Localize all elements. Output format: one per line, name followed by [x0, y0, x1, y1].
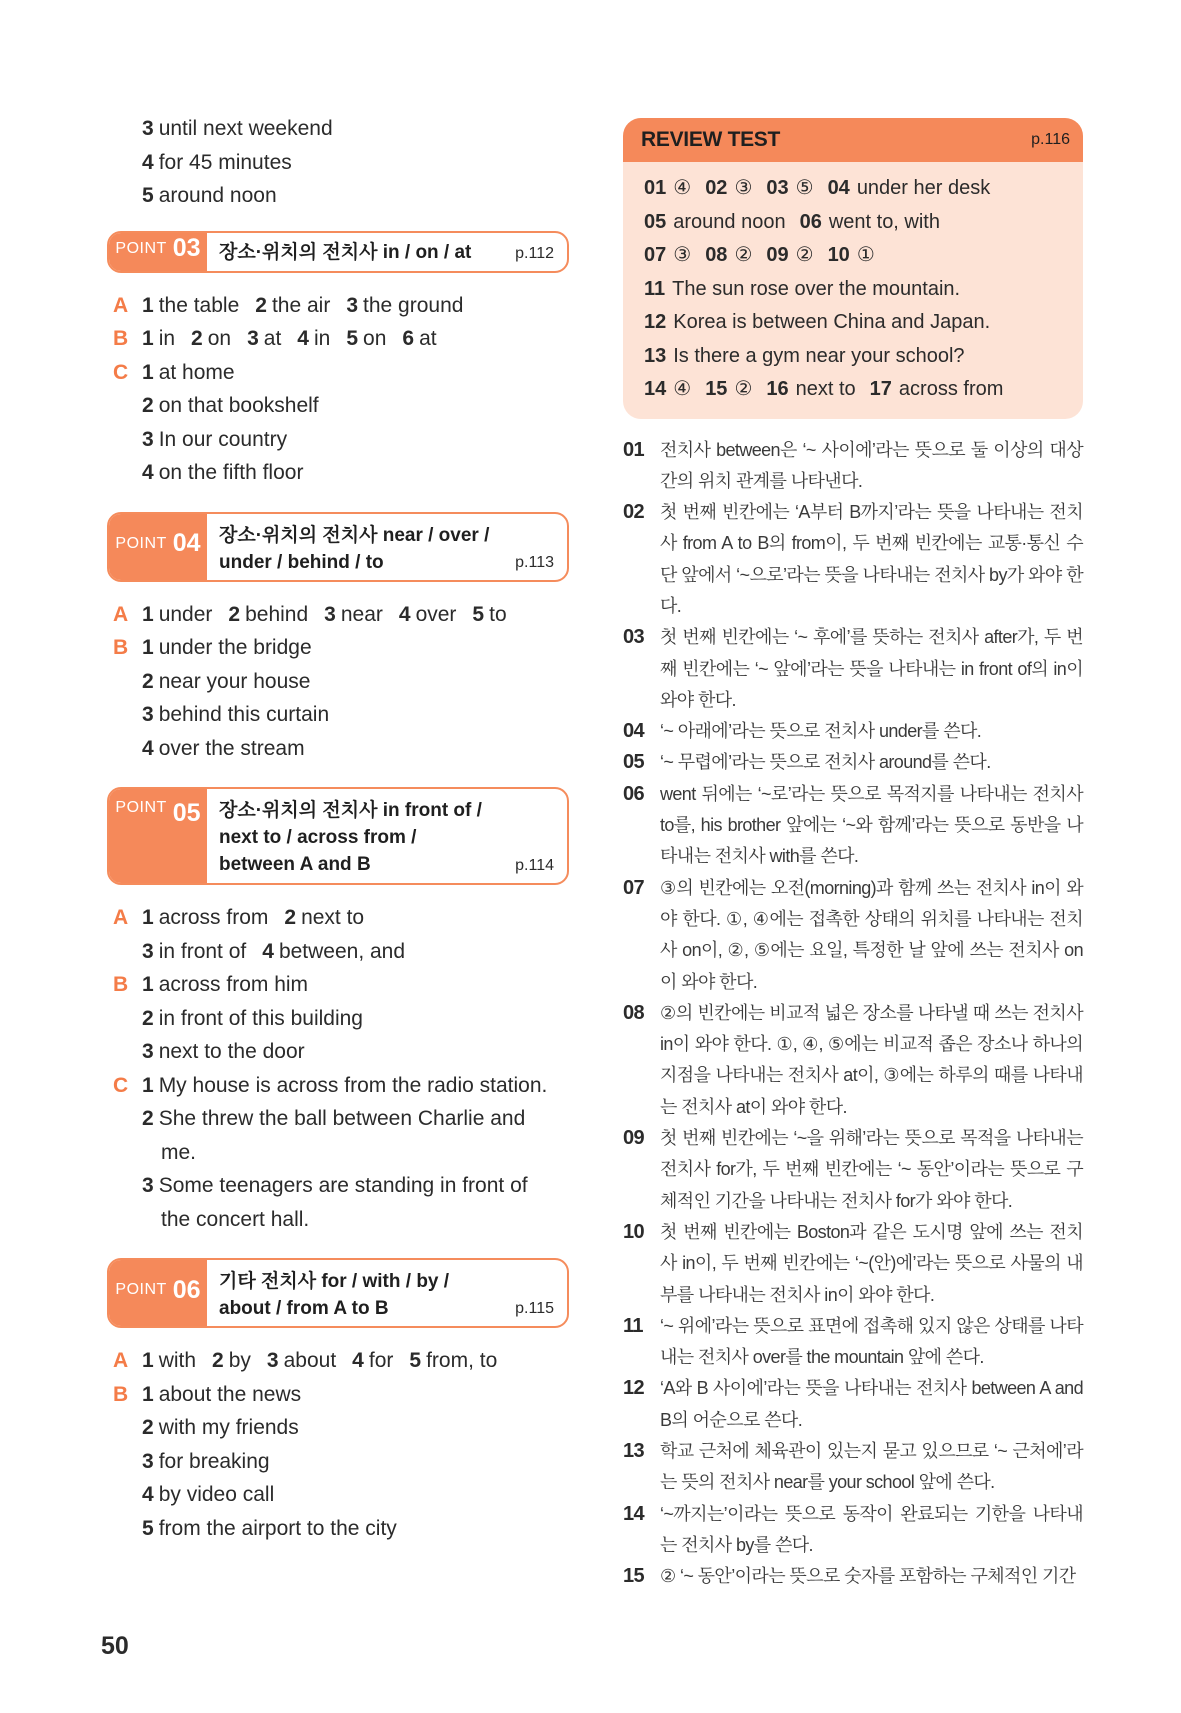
answer-line: 4 over the stream: [142, 736, 305, 760]
answer-line: 3 in front of 4 between, and: [142, 939, 406, 963]
point-title-line: between A and B: [219, 854, 371, 875]
point-04-section-a: [107, 598, 569, 632]
point-title-line: 장소·위치의 전치사 near / over /: [219, 524, 490, 546]
point-tab: [109, 233, 207, 271]
explanation-list: [623, 435, 1083, 1593]
explanation-item: [623, 435, 1083, 498]
explanation-item: [623, 779, 1083, 873]
explanation-text: 첫 번째 빈칸에는 ‘~ 후에’를 뜻하는 전치사 after가, 두 번째 빈칸에는 ‘~ 앞에’라는 뜻을 나타내는 in front of의 in이 와야 한다.: [660, 627, 1083, 710]
review-test-header: [623, 118, 1083, 162]
explanation-text: 첫 번째 빈칸에는 Boston과 같은 도시명 앞에 쓰는 전치사 in이, 두 번째 빈칸에는 ‘~(안)에’라는 뜻으로 사물의 내부를 나타내는 전치사 in이 와야 한다.: [660, 1221, 1083, 1305]
explanation-item: [623, 1373, 1083, 1436]
explanation-text: ② ‘~ 동안’이라는 뜻으로 숫자를 포함하는 구체적인 기간: [660, 1566, 1076, 1587]
answer-line: 2 with my friends: [142, 1416, 299, 1439]
answer-line: 3 for breaking: [142, 1449, 270, 1473]
explanation-item: [623, 1123, 1083, 1217]
review-answer-line: 07 ③ 08 ② 09 ② 10 ①: [644, 244, 875, 266]
point-title-line: 장소·위치의 전치사 in front of /: [219, 800, 482, 821]
answer-line: 1 with 2 by 3 about 4 for 5 from, to: [142, 1349, 498, 1372]
explanation-text: ‘~까지는’이라는 뜻으로 동작이 완료되는 기한을 나타내는 전치사 by를 쓴다.: [660, 1503, 1083, 1555]
answer-line: 1 at home: [142, 360, 235, 384]
point-06-section-a: [107, 1344, 569, 1378]
explanation-number: 07: [623, 876, 645, 899]
page-reference: p.113: [515, 553, 554, 571]
section-label-b: B: [113, 327, 129, 350]
section-label-c: C: [113, 1073, 129, 1097]
review-answer-line: 01 ④ 02 ③ 03 ⑤ 04 under her desk: [644, 177, 991, 199]
explanation-item: [623, 1311, 1083, 1374]
review-answer-line: 13 Is there a gym near your school?: [644, 344, 965, 367]
explanation-item: [623, 1217, 1083, 1311]
explanation-number: 12: [623, 1377, 645, 1400]
answer-text: until next weekend: [158, 117, 333, 140]
answer-number: 5: [142, 184, 154, 207]
explanation-item: [623, 1561, 1083, 1592]
point-05-section-c: [107, 1069, 569, 1237]
point-04-header: [107, 512, 569, 582]
explanation-item: [623, 998, 1083, 1123]
answer-line: 4 by video call: [142, 1483, 275, 1506]
answer-line: [142, 146, 569, 180]
explanation-number: 10: [623, 1220, 645, 1243]
answer-line: 1 the table 2 the air 3 the ground: [142, 293, 464, 317]
explanation-number: 14: [623, 1502, 645, 1525]
explanation-text: 학교 근처에 체육관이 있는지 묻고 있으므로 ‘~ 근처에’라는 뜻의 전치사 near를 your school 앞에 쓴다.: [660, 1441, 1083, 1493]
page-reference: p.116: [1031, 131, 1070, 148]
point-title-line: next to / across from /: [219, 827, 417, 848]
section-label-c: C: [113, 360, 129, 384]
review-answer-line: 12 Korea is between China and Japan.: [644, 311, 991, 333]
explanation-number: 06: [623, 782, 645, 805]
explanation-item: [623, 497, 1083, 622]
point-title-text: 장소·위치의 전치사 in / on / at: [219, 241, 472, 263]
explanation-item: [623, 1436, 1083, 1499]
answer-line: 3 next to the door: [142, 1040, 305, 1063]
point-number: 04: [172, 529, 201, 557]
explanation-number: 05: [623, 751, 645, 774]
answer-line: 3 behind this curtain: [142, 703, 330, 726]
answer-line-continued: the concert hall.: [161, 1207, 310, 1231]
explanation-text: ‘~ 무렵에’라는 뜻으로 전치사 around를 쓴다.: [660, 752, 991, 773]
point-label: POINT: [115, 799, 167, 816]
answer-line: 2 She threw the ball between Charlie and: [142, 1107, 526, 1130]
explanation-text: 전치사 between은 ‘~ 사이에’라는 뜻으로 둘 이상의 대상 간의 위치 관계를 나타낸다.: [660, 439, 1083, 491]
explanation-number: 01: [623, 438, 645, 461]
answer-line: 3 Some teenagers are standing in front of: [142, 1174, 528, 1197]
point-title-line: under / behind / to: [219, 551, 384, 573]
answer-number: 3: [142, 117, 154, 140]
page-number: 50: [101, 1632, 129, 1660]
explanation-number: 02: [623, 501, 645, 524]
point-03-section-b: [107, 322, 569, 356]
explanation-number: 09: [623, 1127, 645, 1150]
explanation-number: 11: [623, 1314, 643, 1337]
point-06-section-b: [107, 1378, 569, 1546]
section-label-b: B: [113, 1382, 129, 1406]
point-title: [207, 789, 567, 883]
right-column: [623, 118, 1083, 1592]
point-title: [207, 1260, 567, 1326]
point-03-section-a: [107, 289, 569, 323]
answer-line: [142, 112, 569, 146]
point-tab: [109, 514, 207, 580]
point-number: 03: [172, 234, 201, 262]
point-title: [207, 233, 567, 271]
section-label-a: A: [113, 293, 129, 317]
answer-line: 2 near your house: [142, 669, 311, 693]
point-title: [207, 514, 567, 580]
explanation-number: 03: [623, 626, 645, 649]
point-number: 06: [172, 1275, 201, 1304]
explanation-text: ②의 빈칸에는 비교적 넓은 장소를 나타낼 때 쓰는 전치사 in이 와야 한다. ①, ④, ⑤에는 비교적 좁은 장소나 하나의 지점을 나타내는 전치사 at이, ③에는 하루의 때를 나타내는 전치사 at이 와야 한다.: [660, 1002, 1083, 1117]
answer-line: 1 under the bridge: [142, 636, 312, 659]
top-answers: [107, 112, 569, 213]
explanation-number: 04: [623, 720, 645, 743]
point-number: 05: [172, 799, 201, 827]
section-label-a: A: [113, 906, 129, 929]
point-05-header: [107, 787, 569, 885]
explanation-item: [623, 873, 1083, 998]
point-label: POINT: [115, 534, 167, 552]
section-label-a: A: [113, 602, 129, 626]
point-03-header: [107, 231, 569, 273]
explanation-item: [623, 747, 1083, 778]
answer-line-continued: me.: [161, 1140, 197, 1164]
answer-line: 1 across from 2 next to: [142, 906, 365, 929]
answer-line: 1 under 2 behind 3 near 4 over 5 to: [142, 602, 507, 626]
answer-text: for 45 minutes: [158, 150, 292, 174]
point-title-line: 기타 전치사 for / with / by /: [219, 1271, 450, 1292]
answer-line: 1 about the news: [142, 1382, 302, 1406]
explanation-item: [623, 622, 1083, 716]
point-label: POINT: [115, 239, 167, 257]
answer-text: around noon: [158, 184, 277, 207]
explanation-text: ‘~ 아래에’라는 뜻으로 전치사 under를 쓴다.: [660, 721, 982, 742]
explanation-text: ‘~ 위에’라는 뜻으로 표면에 접촉해 있지 않은 상태를 나타내는 전치사 over를 the mountain 앞에 쓴다.: [660, 1315, 1083, 1368]
review-answer-line: 05 around noon 06 went to, with: [644, 210, 940, 233]
page-reference: p.115: [515, 1300, 554, 1317]
point-04-section-b: [107, 631, 569, 765]
answer-line: 1 in 2 on 3 at 4 in 5 on 6 at: [142, 327, 437, 350]
point-05-section-b: [107, 968, 569, 1069]
section-label-a: A: [113, 1349, 129, 1372]
explanation-number: 13: [623, 1440, 645, 1462]
explanation-text: 첫 번째 빈칸에는 ‘~을 위해’라는 뜻으로 목적을 나타내는 전치사 for가, 두 번째 빈칸에는 ‘~ 동안’이라는 뜻으로 구체적인 기간을 나타내는 전치사 for가 와야 한다.: [660, 1128, 1083, 1211]
explanation-item: [623, 716, 1083, 747]
answer-line: 1 My house is across from the radio station.: [142, 1073, 548, 1097]
point-06-header: [107, 1258, 569, 1328]
answer-line: 2 in front of this building: [142, 1006, 363, 1030]
page-reference: p.114: [515, 857, 554, 874]
section-label-b: B: [113, 973, 129, 996]
explanation-number: 15: [623, 1565, 645, 1588]
point-label: POINT: [115, 1281, 167, 1298]
answer-line: 3 In our country: [142, 427, 288, 451]
answer-line: 2 on that bookshelf: [142, 394, 319, 417]
explanation-text: ‘A와 B 사이에’라는 뜻을 나타내는 전치사 between A and B의 어순으로 쓴다.: [660, 1378, 1083, 1430]
explanation-number: 08: [623, 1001, 645, 1024]
review-test-answers: [623, 162, 1083, 419]
explanation-text: ③의 빈칸에는 오전(morning)과 함께 쓰는 전치사 in이 와야 한다. ①, ④에는 접촉한 상태의 위치를 나타내는 전치사 on이, ②, ⑤에는 요일, 특정한 날 앞에 쓰는 전치사 on이 와야 한다.: [660, 877, 1083, 992]
explanation-text: went 뒤에는 ‘~로’라는 뜻으로 목적지를 나타내는 전치사 to를, his brother 앞에는 ‘~와 함께’라는 뜻으로 동반을 나타내는 전치사 with를 쓴다.: [660, 783, 1083, 867]
answer-line: 5 from the airport to the city: [142, 1516, 397, 1540]
point-tab: [109, 789, 207, 883]
review-test-box: [623, 118, 1083, 419]
explanation-item: [623, 1499, 1083, 1562]
answer-line: [142, 179, 569, 213]
answer-number: 4: [142, 150, 154, 174]
review-answer-line: 14 ④ 15 ② 16 next to 17 across from: [644, 378, 1004, 400]
section-label-b: B: [113, 636, 129, 659]
review-answer-line: 11 The sun rose over the mountain.: [644, 277, 961, 300]
answer-line: 4 on the fifth floor: [142, 461, 304, 484]
review-test-title: REVIEW TEST: [641, 128, 781, 151]
point-tab: [109, 1260, 207, 1326]
page-reference: p.112: [515, 244, 554, 262]
point-title-line: about / from A to B: [219, 1298, 389, 1319]
left-column: [107, 112, 569, 1545]
point-03-section-c: [107, 356, 569, 490]
answer-line: 1 across from him: [142, 973, 309, 996]
explanation-text: 첫 번째 빈칸에는 ‘A부터 B까지’라는 뜻을 나타내는 전치사 from A to B의 from이, 두 번째 빈칸에는 교통·통신 수단 앞에서 ‘~으로’라는 뜻을 나타내는 전치사 by가 와야 한다.: [660, 502, 1083, 616]
point-05-section-a: [107, 901, 569, 968]
